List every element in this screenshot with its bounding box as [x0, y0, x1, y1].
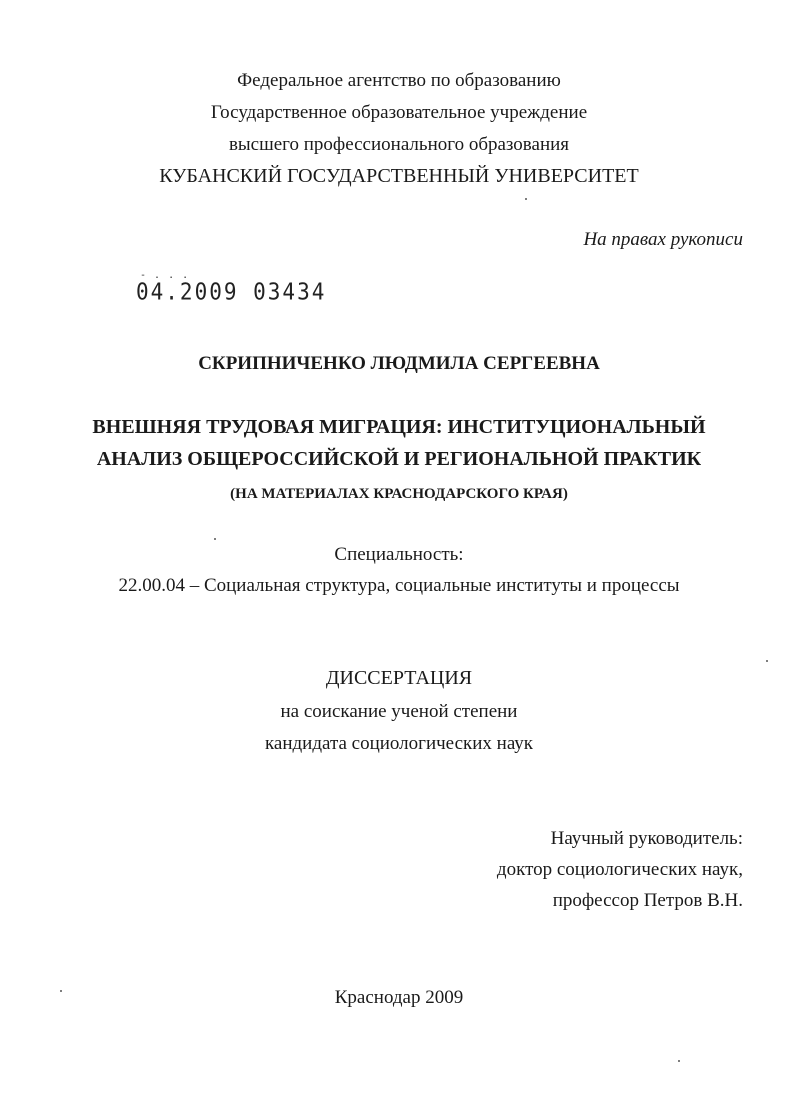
- archive-stamp-dots: - . . .: [140, 270, 190, 281]
- scan-speck: [678, 1060, 680, 1062]
- supervisor-label: Научный руководитель:: [550, 828, 743, 849]
- specialty-value: 22.00.04 – Социальная структура, социальные институты и процессы: [118, 575, 680, 596]
- scan-speck: [525, 198, 527, 200]
- scan-speck: [214, 538, 216, 540]
- header-line-institution: Государственное образовательное учреждение: [210, 102, 588, 123]
- archive-stamp-number: 04.2009 03434: [136, 278, 327, 306]
- supervisor-name: профессор Петров В.Н.: [552, 890, 743, 911]
- dissertation-degree-line: на соискание ученой степени: [280, 701, 518, 722]
- dissertation-type: ДИССЕРТАЦИЯ: [325, 667, 473, 689]
- header-line-university: КУБАНСКИЙ ГОСУДАРСТВЕННЫЙ УНИВЕРСИТЕТ: [159, 165, 639, 187]
- header-line-education: высшего профессионального образования: [228, 134, 570, 155]
- scan-speck: [766, 660, 768, 662]
- specialty-label: Специальность:: [334, 544, 464, 565]
- dissertation-field-line: кандидата социологических наук: [264, 733, 534, 754]
- title-line-3: (НА МАТЕРИАЛАХ КРАСНОДАРСКОГО КРАЯ): [230, 486, 568, 502]
- title-line-2: АНАЛИЗ ОБЩЕРОССИЙСКОЙ И РЕГИОНАЛЬНОЙ ПРАКТИК: [96, 448, 702, 470]
- supervisor-degree: доктор социологических наук,: [496, 859, 743, 880]
- header-line-agency: Федеральное агентство по образованию: [237, 70, 561, 91]
- title-line-1: ВНЕШНЯЯ ТРУДОВАЯ МИГРАЦИЯ: ИНСТИТУЦИОНАЛЬНЫЙ: [92, 416, 706, 438]
- scan-speck: [60, 990, 62, 992]
- author-name: СКРИПНИЧЕНКО ЛЮДМИЛА СЕРГЕЕВНА: [198, 353, 600, 374]
- manuscript-note: На правах рукописи: [583, 229, 743, 250]
- city-year: Краснодар 2009: [334, 987, 464, 1008]
